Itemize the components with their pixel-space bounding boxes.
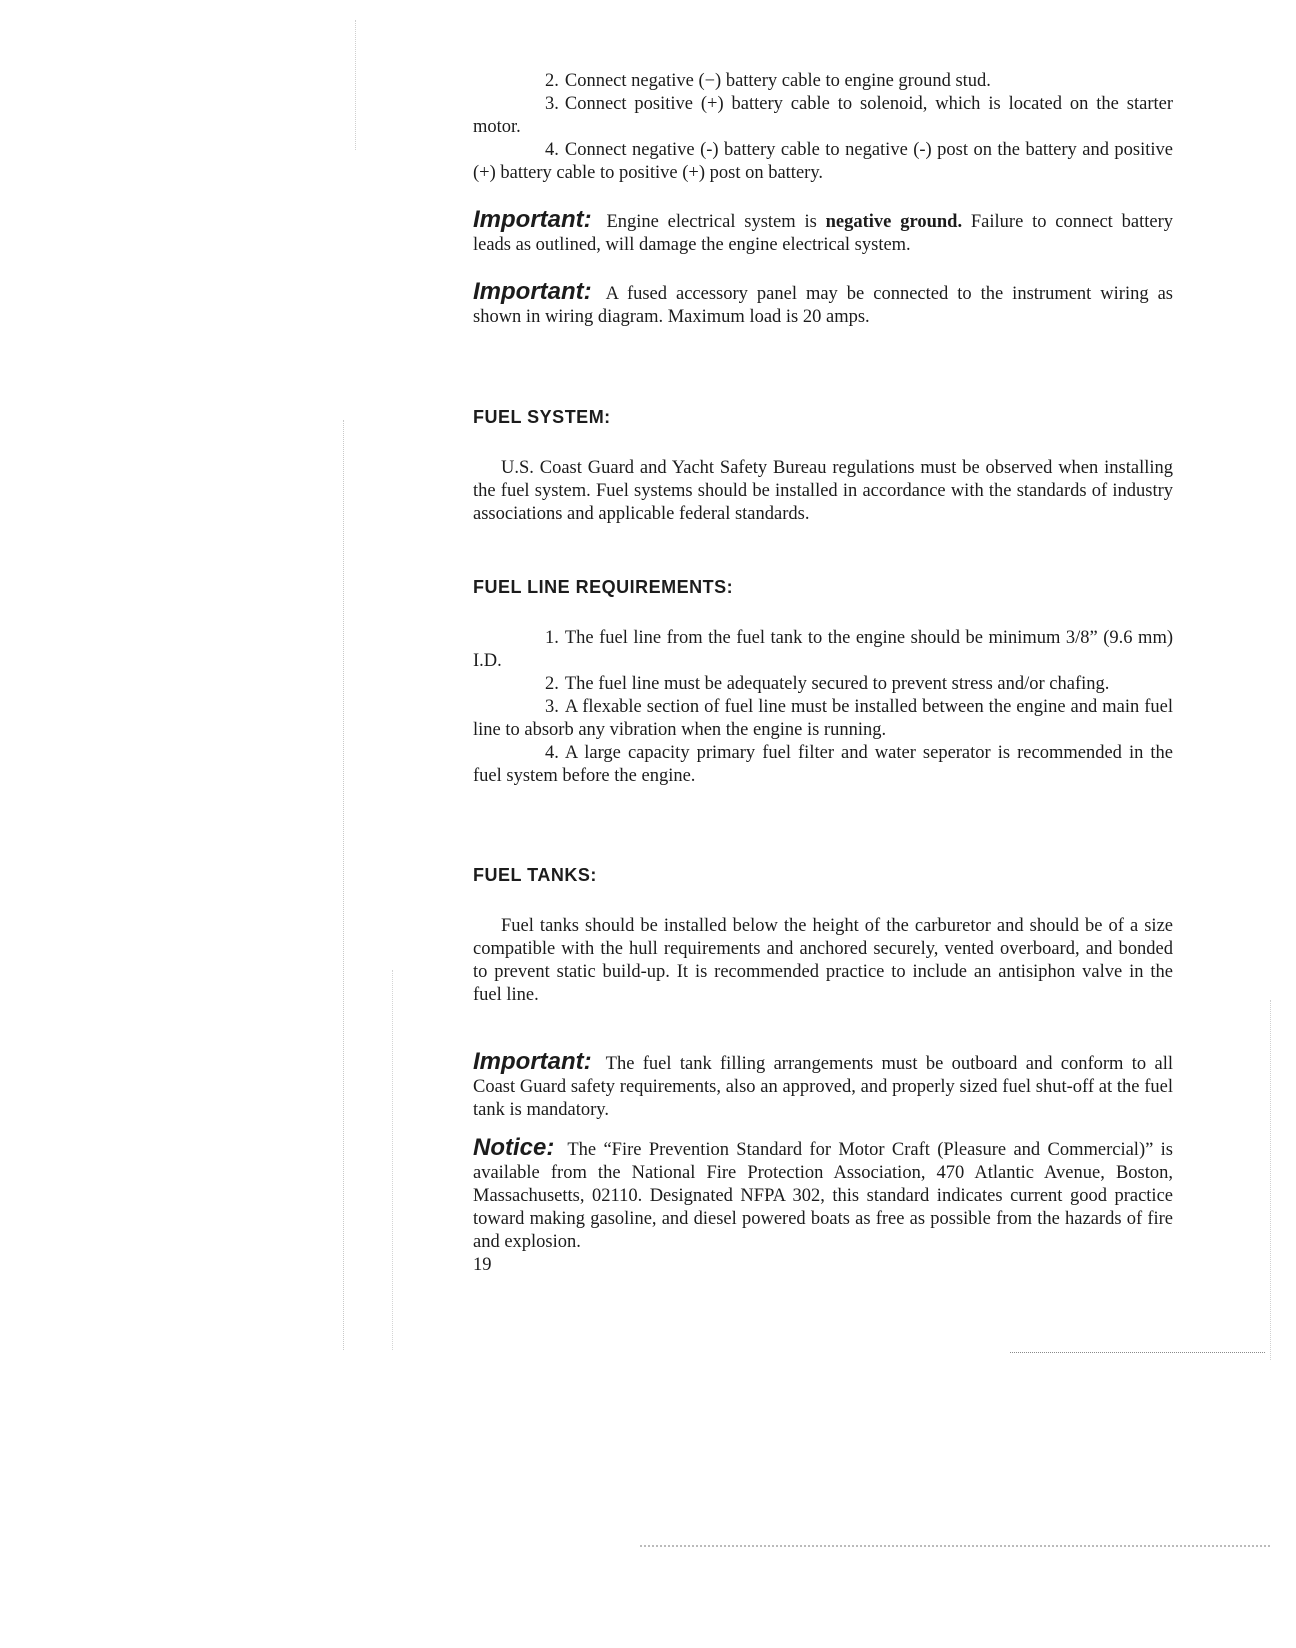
important-note-accessory-panel <box>473 280 1173 329</box>
item-number: 1. <box>545 628 559 648</box>
important-text-after: Failure to connect battery leads as outlined, will damage the engine electrical system. <box>473 212 1173 255</box>
notice-text: The “Fire Prevention Standard for Motor Craft (Pleasure and Commercial)” is available from the National Fire Protection Association, 470 Atlantic Avenue, Boston, Massachusetts, 02110. Designated NFPA 302, this standard indicates current good practice toward making gasoline, and diesel powered boats as free as possible from the hazards of fire and explosion. <box>473 1140 1174 1252</box>
scan-artifact-left-margin <box>343 420 345 1350</box>
fuel-line-item-1 <box>473 627 1173 673</box>
important-label: Important: <box>473 206 592 233</box>
item-text: The fuel line must be adequately secured to prevent stress and/or chafing. <box>564 674 1110 694</box>
step-text: Connect positive (+) battery cable to solenoid, which is located on the starter motor. <box>473 94 1173 137</box>
important-bold-text: negative ground. <box>825 212 963 232</box>
item-number: 3. <box>545 697 559 717</box>
notice-label: Notice: <box>473 1134 555 1161</box>
fuel-line-item-2 <box>473 673 1173 696</box>
notice-nfpa <box>473 1136 1173 1254</box>
battery-step-3 <box>473 93 1173 139</box>
item-number: 2. <box>545 674 559 694</box>
heading-fuel-system: FUEL SYSTEM: <box>473 407 611 427</box>
scan-artifact-top-left <box>355 20 357 150</box>
battery-step-2 <box>473 70 1173 93</box>
scan-artifact-page-edge <box>1010 1352 1265 1354</box>
step-number: 3. <box>545 94 559 114</box>
page-body <box>473 70 1173 1277</box>
fuel-line-item-3 <box>473 696 1173 742</box>
important-note-filling <box>473 1050 1173 1122</box>
important-label: Important: <box>473 1048 592 1075</box>
scan-artifact-bottom-dots <box>640 1545 1270 1548</box>
important-label: Important: <box>473 278 592 305</box>
important-text: A fused accessory panel may be connected to the instrument wiring as shown in wiring diagram. Maximum load is 20 amps. <box>473 284 1173 327</box>
fuel-tanks-paragraph: Fuel tanks should be installed below the height of the carburetor and should be of a size compatible with the hull requirements and anchored securely, vented overboard, and bonded to prevent static build-up. It is recommended practice to include an antisiphon valve in the fuel line. <box>473 916 1173 1005</box>
fuel-line-item-4 <box>473 742 1173 788</box>
step-number: 4. <box>545 140 559 160</box>
item-number: 4. <box>545 743 559 763</box>
fuel-system-paragraph: U.S. Coast Guard and Yacht Safety Bureau regulations must be observed when installing the fuel system. Fuel systems should be installed in accordance with the standards of industry associations and applicable federal standards. <box>473 458 1173 524</box>
important-text-before: Engine electrical system is <box>606 212 817 232</box>
page-number: 19 <box>473 1255 492 1275</box>
scan-artifact-right-margin <box>1270 1000 1272 1360</box>
step-number: 2. <box>545 71 559 91</box>
step-text: Connect negative (−) battery cable to engine ground stud. <box>564 71 991 91</box>
important-note-ground <box>473 208 1173 257</box>
item-text: A large capacity primary fuel filter and water seperator is recommended in the fuel system before the engine. <box>473 743 1173 786</box>
scan-artifact-left-margin-inner <box>392 970 394 1350</box>
heading-fuel-line-requirements: FUEL LINE REQUIREMENTS: <box>473 577 734 597</box>
item-text: A flexable section of fuel line must be installed between the engine and main fuel line to absorb any vibration when the engine is running. <box>473 697 1173 740</box>
important-text: The fuel tank filling arrangements must be outboard and conform to all Coast Guard safety requirements, also an approved, and properly sized fuel shut-off at the fuel tank is mandatory. <box>473 1054 1173 1120</box>
battery-step-4 <box>473 139 1173 185</box>
item-text: The fuel line from the fuel tank to the engine should be minimum 3/8” (9.6 mm) I.D. <box>473 628 1173 671</box>
heading-fuel-tanks: FUEL TANKS: <box>473 865 597 885</box>
step-text: Connect negative (-) battery cable to negative (-) post on the battery and positive (+) battery cable to positive (+) post on battery. <box>473 140 1173 183</box>
